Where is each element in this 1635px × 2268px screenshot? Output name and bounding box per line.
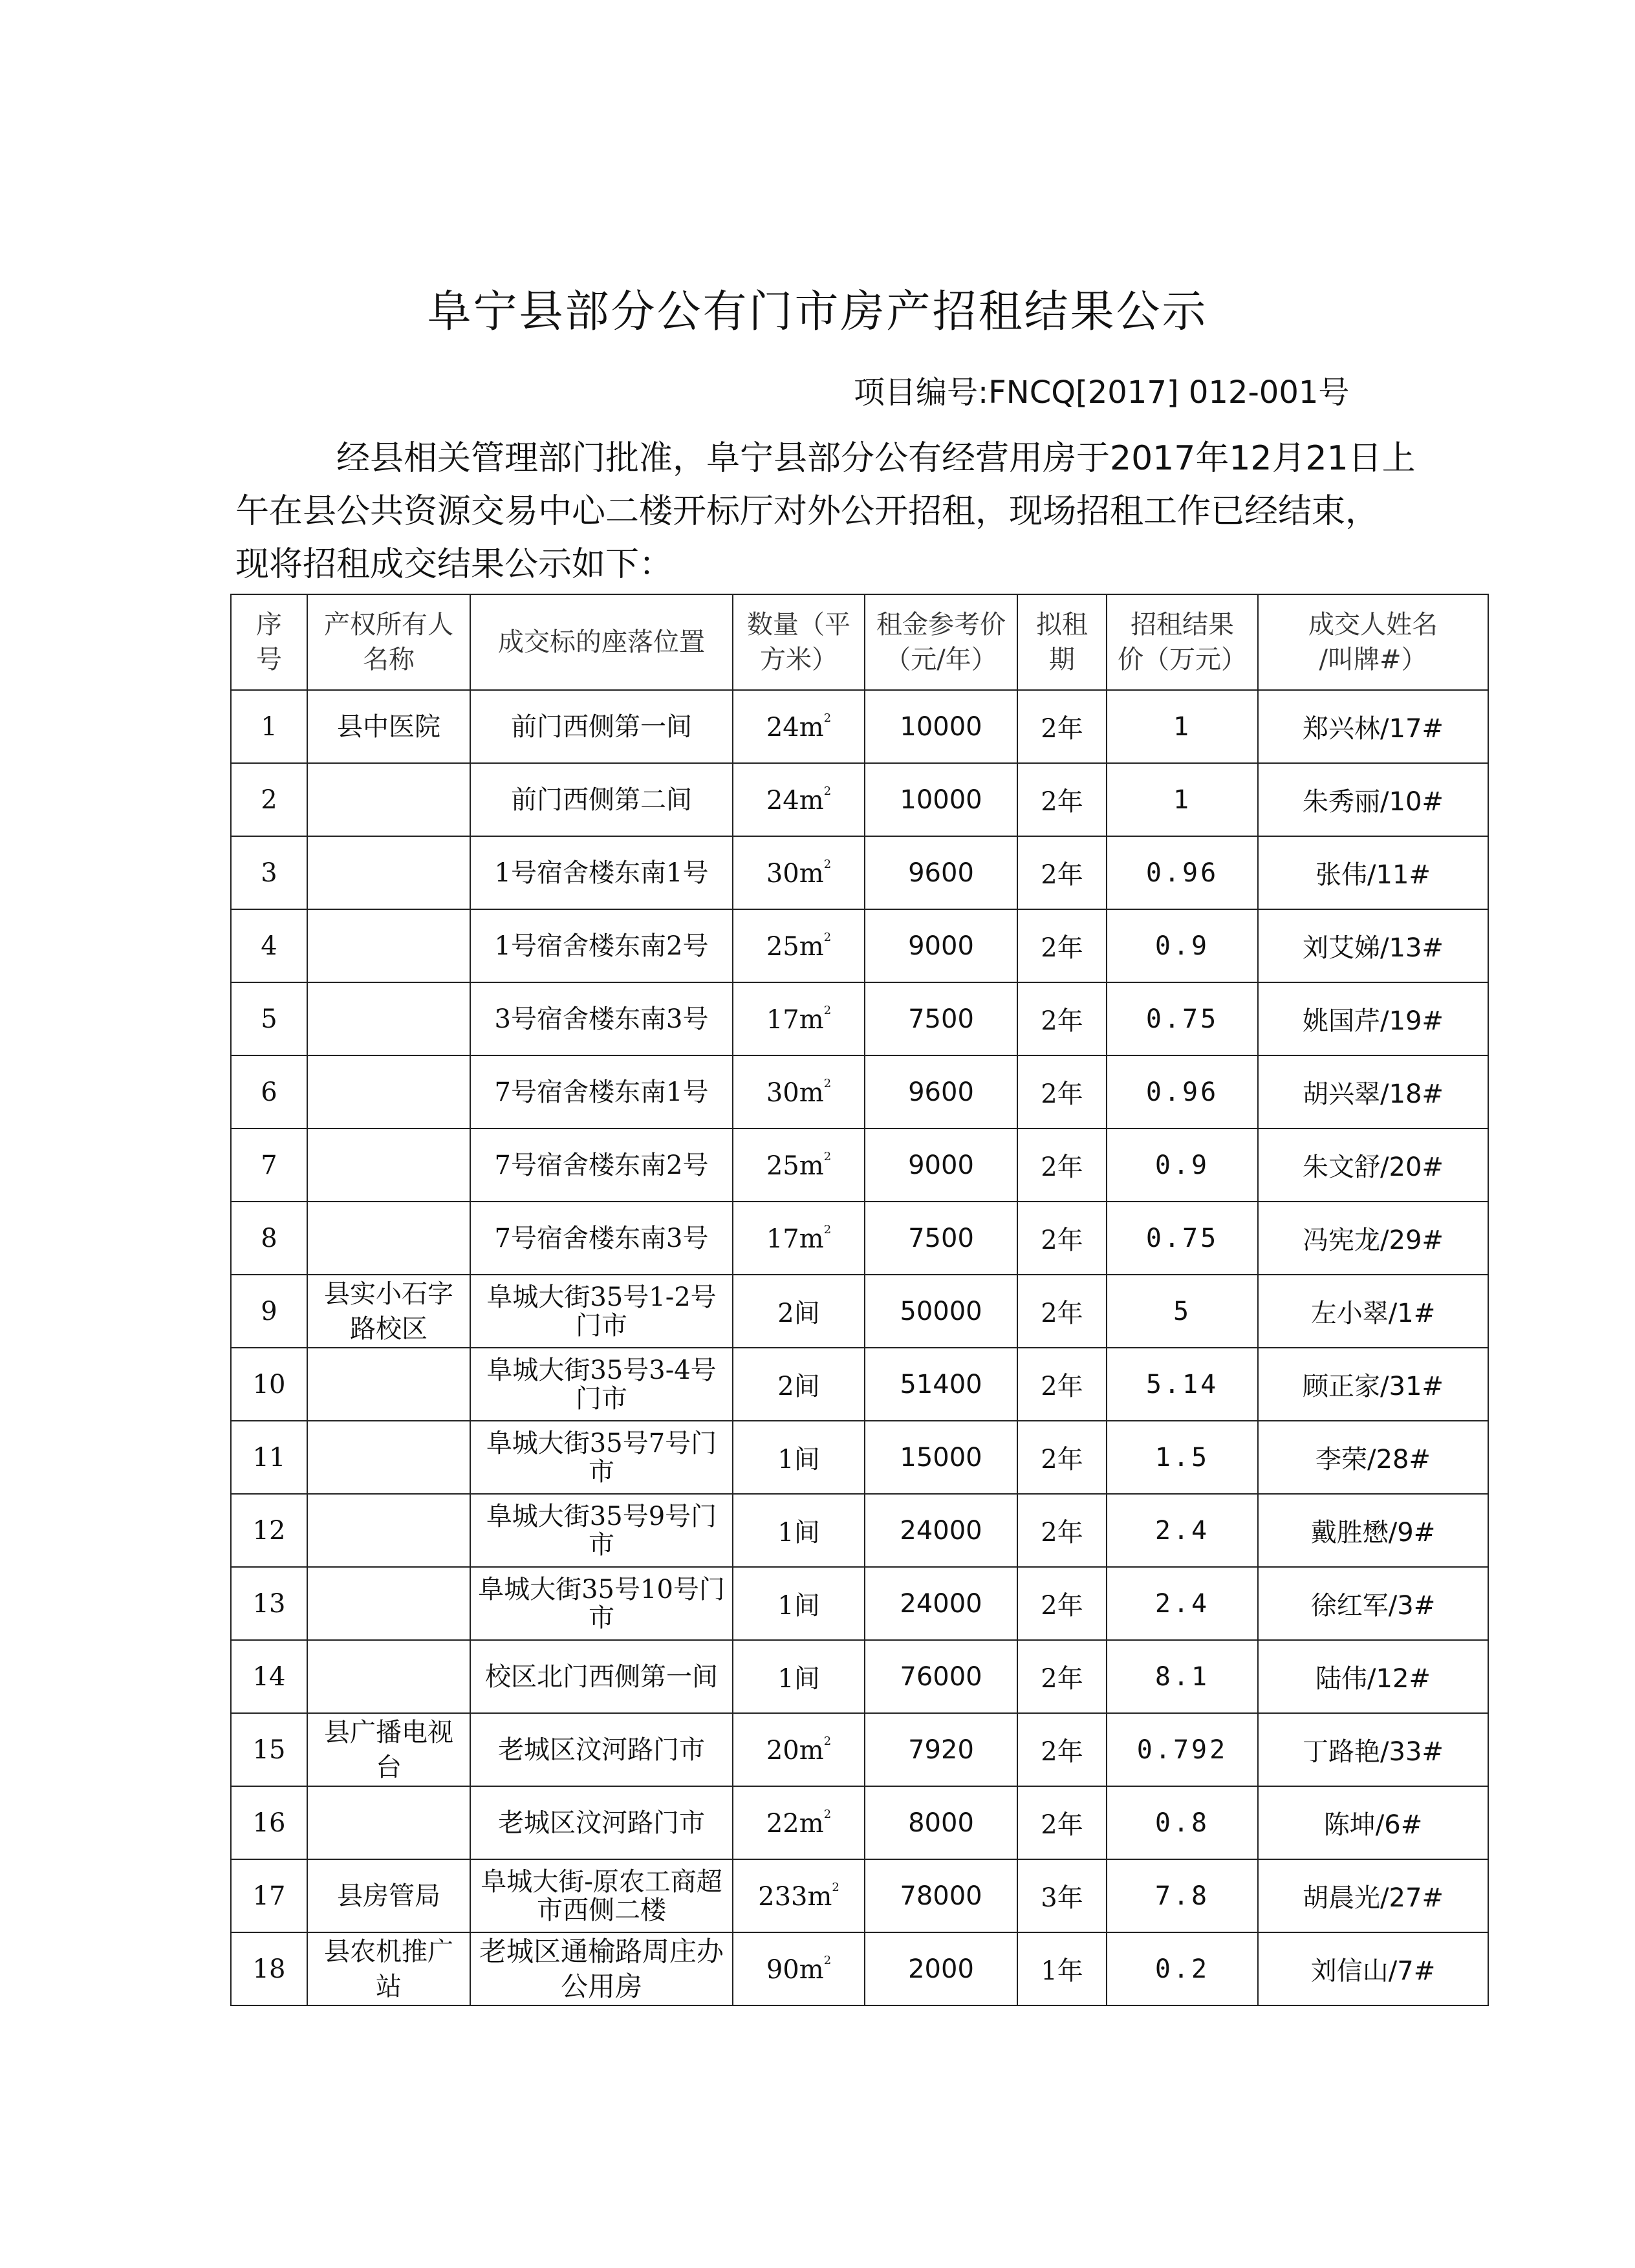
table-row <box>231 1713 1488 1786</box>
cell-result: 0.792 <box>1107 1713 1258 1786</box>
unit-superscript: 2 <box>823 1003 832 1017</box>
cell-quantity <box>733 909 865 982</box>
intro-line: 午在县公共资源交易中心二楼开标厅对外公开招租，现场招租工作已经结束， <box>235 492 1380 531</box>
cell-term: 2年 <box>1017 982 1107 1055</box>
cell-result: 0.75 <box>1107 1202 1258 1275</box>
quantity-value: 233m <box>758 1881 832 1912</box>
cell-term: 2年 <box>1017 1202 1107 1275</box>
cell-quantity <box>733 1129 865 1202</box>
table-row <box>231 1932 1488 2005</box>
table-row <box>231 982 1488 1055</box>
cell-quantity <box>733 1786 865 1859</box>
cell-owner <box>307 1275 470 1348</box>
cell-result: 5.14 <box>1107 1348 1258 1421</box>
table-row <box>231 690 1488 763</box>
cell-owner <box>307 1786 470 1859</box>
table-row <box>231 836 1488 909</box>
cell-seq: 16 <box>231 1786 307 1859</box>
cell-owner <box>307 1421 470 1494</box>
header-term: 拟租 期 <box>1017 594 1107 690</box>
cell-term: 2年 <box>1017 1786 1107 1859</box>
cell-price: 10000 <box>865 763 1017 836</box>
cell-seq: 6 <box>231 1055 307 1129</box>
cell-result: 0.96 <box>1107 836 1258 909</box>
unit-superscript: 2 <box>823 1807 832 1821</box>
header-winner: 成交人姓名 /叫牌#） <box>1258 594 1488 690</box>
cell-seq: 5 <box>231 982 307 1055</box>
cell-owner <box>307 982 470 1055</box>
cell-term: 2年 <box>1017 1129 1107 1202</box>
cell-winner: 顾正家/31# <box>1258 1348 1488 1421</box>
cell-seq: 3 <box>231 836 307 909</box>
cell-owner <box>307 836 470 909</box>
cell-winner: 胡兴翠/18# <box>1258 1055 1488 1129</box>
cell-seq: 14 <box>231 1640 307 1713</box>
cell-quantity <box>733 1421 865 1494</box>
cell-quantity <box>733 1494 865 1567</box>
owner-name-line: 路校区 <box>350 1313 428 1344</box>
cell-location: 1号宿舍楼东南1号 <box>470 836 733 909</box>
cell-result: 0.2 <box>1107 1932 1258 2005</box>
cell-price: 7500 <box>865 982 1017 1055</box>
unit-superscript: 2 <box>823 1076 832 1090</box>
cell-location: 老城区汶河路门市 <box>470 1713 733 1786</box>
cell-seq: 8 <box>231 1202 307 1275</box>
cell-quantity <box>733 1275 865 1348</box>
owner-name-line: 县农机推广站 <box>324 1936 453 2002</box>
cell-term: 2年 <box>1017 1055 1107 1129</box>
cell-seq: 10 <box>231 1348 307 1421</box>
cell-winner: 冯宪龙/29# <box>1258 1202 1488 1275</box>
unit-superscript: 2 <box>823 711 832 725</box>
quantity-value: 17m <box>766 1004 824 1035</box>
cell-seq: 1 <box>231 690 307 763</box>
cell-location: 7号宿舍楼东南2号 <box>470 1129 733 1202</box>
cell-seq: 15 <box>231 1713 307 1786</box>
owner-name-line: 县广播电视台 <box>324 1717 453 1782</box>
owner-name-line: 县房管局 <box>337 1881 440 1911</box>
header-seq: 序 号 <box>231 594 307 690</box>
intro-line: 经县相关管理部门批准，阜宁县部分公有经营用房于2017年12月21日上 <box>336 439 1416 478</box>
cell-seq: 17 <box>231 1859 307 1932</box>
cell-location: 阜城大街35号3-4号门市 <box>470 1348 733 1421</box>
cell-result: 7.8 <box>1107 1859 1258 1932</box>
cell-winner: 刘信山/7# <box>1258 1932 1488 2005</box>
cell-price: 9000 <box>865 1129 1017 1202</box>
intro-line: 现将招租成交结果公示如下： <box>235 545 673 584</box>
header-result: 招租结果 价（万元） <box>1107 594 1258 690</box>
unit-superscript: 2 <box>823 857 832 871</box>
cell-result: 1.5 <box>1107 1421 1258 1494</box>
cell-quantity <box>733 1348 865 1421</box>
cell-quantity <box>733 1640 865 1713</box>
cell-result: 1 <box>1107 763 1258 836</box>
cell-seq: 11 <box>231 1421 307 1494</box>
header-price: 租金参考价 （元/年） <box>865 594 1017 690</box>
unit-superscript: 2 <box>832 1880 839 1894</box>
cell-winner: 徐红军/3# <box>1258 1567 1488 1640</box>
cell-quantity <box>733 1932 865 2005</box>
cell-location: 阜城大街35号1-2号门市 <box>470 1275 733 1348</box>
table-row <box>231 1348 1488 1421</box>
cell-quantity <box>733 836 865 909</box>
cell-quantity <box>733 690 865 763</box>
cell-winner: 姚国芹/19# <box>1258 982 1488 1055</box>
quantity-value: 17m <box>766 1224 824 1254</box>
cell-location: 校区北门西侧第一间 <box>470 1640 733 1713</box>
cell-owner <box>307 1859 470 1932</box>
cell-winner: 陆伟/12# <box>1258 1640 1488 1713</box>
table-row <box>231 1055 1488 1129</box>
cell-term: 2年 <box>1017 1348 1107 1421</box>
table-header-row <box>231 594 1488 690</box>
cell-quantity <box>733 1859 865 1932</box>
cell-price: 7500 <box>865 1202 1017 1275</box>
quantity-value: 2间 <box>777 1372 820 1401</box>
cell-price: 9600 <box>865 836 1017 909</box>
cell-owner <box>307 1202 470 1275</box>
quantity-value: 1间 <box>777 1518 820 1548</box>
cell-winner: 张伟/11# <box>1258 836 1488 909</box>
table-row <box>231 1640 1488 1713</box>
quantity-value: 30m <box>766 858 824 889</box>
cell-quantity <box>733 1713 865 1786</box>
cell-owner <box>307 1567 470 1640</box>
quantity-value: 25m <box>766 931 824 962</box>
owner-name-line: 县中医院 <box>337 711 440 742</box>
table-row <box>231 763 1488 836</box>
quantity-value: 22m <box>766 1808 824 1839</box>
cell-seq: 4 <box>231 909 307 982</box>
cell-term: 2年 <box>1017 836 1107 909</box>
quantity-value: 1间 <box>777 1591 820 1621</box>
project-number: 项目编号:FNCQ[2017] 012-001号 <box>854 374 1350 411</box>
quantity-value: 25m <box>766 1150 824 1181</box>
cell-location: 3号宿舍楼东南3号 <box>470 982 733 1055</box>
table-row <box>231 1421 1488 1494</box>
cell-term: 2年 <box>1017 1640 1107 1713</box>
cell-result: 2.4 <box>1107 1494 1258 1567</box>
cell-price: 51400 <box>865 1348 1017 1421</box>
owner-name-line: 县实小石字 <box>324 1279 453 1309</box>
cell-owner <box>307 1129 470 1202</box>
table-row <box>231 909 1488 982</box>
cell-location: 阜城大街35号9号门市 <box>470 1494 733 1567</box>
quantity-value: 24m <box>766 785 824 815</box>
cell-term: 2年 <box>1017 1421 1107 1494</box>
cell-price: 9600 <box>865 1055 1017 1129</box>
quantity-value: 2间 <box>777 1299 820 1328</box>
cell-location: 阜城大街35号10号门市 <box>470 1567 733 1640</box>
cell-location: 阜城大街35号7号门市 <box>470 1421 733 1494</box>
cell-price: 78000 <box>865 1859 1017 1932</box>
cell-winner: 朱文舒/20# <box>1258 1129 1488 1202</box>
cell-winner: 胡晨光/27# <box>1258 1859 1488 1932</box>
header-owner: 产权所有人 名称 <box>307 594 470 690</box>
cell-result: 8.1 <box>1107 1640 1258 1713</box>
table-row <box>231 1129 1488 1202</box>
cell-result: 0.8 <box>1107 1786 1258 1859</box>
cell-term: 2年 <box>1017 763 1107 836</box>
table-body <box>231 690 1488 2005</box>
cell-location: 前门西侧第二间 <box>470 763 733 836</box>
cell-price: 7920 <box>865 1713 1017 1786</box>
cell-price: 24000 <box>865 1494 1017 1567</box>
cell-price: 24000 <box>865 1567 1017 1640</box>
cell-winner: 陈坤/6# <box>1258 1786 1488 1859</box>
quantity-value: 24m <box>766 712 824 742</box>
unit-superscript: 2 <box>823 784 832 798</box>
unit-superscript: 2 <box>823 1734 832 1748</box>
cell-price: 15000 <box>865 1421 1017 1494</box>
cell-term: 2年 <box>1017 690 1107 763</box>
cell-term: 1年 <box>1017 1932 1107 2005</box>
table-row <box>231 1275 1488 1348</box>
cell-result: 0.75 <box>1107 982 1258 1055</box>
table-row <box>231 1567 1488 1640</box>
table-row <box>231 1786 1488 1859</box>
cell-quantity <box>733 763 865 836</box>
cell-term: 2年 <box>1017 1567 1107 1640</box>
quantity-value: 1间 <box>777 1445 820 1474</box>
cell-term: 3年 <box>1017 1859 1107 1932</box>
cell-location: 阜城大街-原农工商超市西侧二楼 <box>470 1859 733 1932</box>
cell-seq: 9 <box>231 1275 307 1348</box>
cell-seq: 2 <box>231 763 307 836</box>
cell-owner <box>307 909 470 982</box>
cell-result: 2.4 <box>1107 1567 1258 1640</box>
cell-quantity <box>733 1567 865 1640</box>
page-title: 阜宁县部分公有门市房产招租结果公示 <box>427 286 1208 338</box>
cell-location: 老城区汶河路门市 <box>470 1786 733 1859</box>
quantity-value: 20m <box>766 1735 824 1766</box>
cell-owner <box>307 1348 470 1421</box>
cell-seq: 13 <box>231 1567 307 1640</box>
cell-term: 2年 <box>1017 1713 1107 1786</box>
cell-owner <box>307 1494 470 1567</box>
unit-superscript: 2 <box>823 1149 832 1163</box>
cell-winner: 戴胜懋/9# <box>1258 1494 1488 1567</box>
cell-term: 2年 <box>1017 1275 1107 1348</box>
cell-winner: 朱秀丽/10# <box>1258 763 1488 836</box>
cell-price: 2000 <box>865 1932 1017 2005</box>
cell-quantity <box>733 1202 865 1275</box>
cell-location: 7号宿舍楼东南3号 <box>470 1202 733 1275</box>
cell-result: 0.96 <box>1107 1055 1258 1129</box>
cell-winner: 李荣/28# <box>1258 1421 1488 1494</box>
cell-location: 老城区通榆路周庄办公用房 <box>470 1932 733 2005</box>
table-row <box>231 1494 1488 1567</box>
cell-winner: 左小翠/1# <box>1258 1275 1488 1348</box>
results-table <box>230 594 1489 2006</box>
cell-location: 7号宿舍楼东南1号 <box>470 1055 733 1129</box>
cell-term: 2年 <box>1017 909 1107 982</box>
header-quantity: 数量（平 方米） <box>733 594 865 690</box>
cell-price: 50000 <box>865 1275 1017 1348</box>
cell-location: 1号宿舍楼东南2号 <box>470 909 733 982</box>
cell-quantity <box>733 982 865 1055</box>
cell-seq: 18 <box>231 1932 307 2005</box>
table-row <box>231 1859 1488 1932</box>
unit-superscript: 2 <box>823 1222 832 1237</box>
unit-superscript: 2 <box>823 1953 832 1967</box>
cell-seq: 12 <box>231 1494 307 1567</box>
quantity-value: 30m <box>766 1077 824 1108</box>
cell-term: 2年 <box>1017 1494 1107 1567</box>
quantity-value: 1间 <box>777 1664 820 1694</box>
cell-quantity <box>733 1055 865 1129</box>
cell-result: 0.9 <box>1107 909 1258 982</box>
header-location: 成交标的座落位置 <box>470 594 733 690</box>
cell-result: 1 <box>1107 690 1258 763</box>
cell-price: 76000 <box>865 1640 1017 1713</box>
cell-price: 9000 <box>865 909 1017 982</box>
cell-winner: 郑兴林/17# <box>1258 690 1488 763</box>
cell-owner <box>307 1932 470 2005</box>
cell-result: 0.9 <box>1107 1129 1258 1202</box>
cell-owner <box>307 690 470 763</box>
cell-owner <box>307 1713 470 1786</box>
quantity-value: 90m <box>766 1954 824 1985</box>
intro-paragraph <box>235 432 1488 591</box>
cell-location: 前门西侧第一间 <box>470 690 733 763</box>
unit-superscript: 2 <box>823 930 832 944</box>
cell-owner <box>307 763 470 836</box>
cell-owner <box>307 1055 470 1129</box>
cell-winner: 刘艾娣/13# <box>1258 909 1488 982</box>
cell-price: 8000 <box>865 1786 1017 1859</box>
cell-price: 10000 <box>865 690 1017 763</box>
table-row <box>231 1202 1488 1275</box>
cell-winner: 丁路艳/33# <box>1258 1713 1488 1786</box>
cell-seq: 7 <box>231 1129 307 1202</box>
cell-owner <box>307 1640 470 1713</box>
cell-result: 5 <box>1107 1275 1258 1348</box>
